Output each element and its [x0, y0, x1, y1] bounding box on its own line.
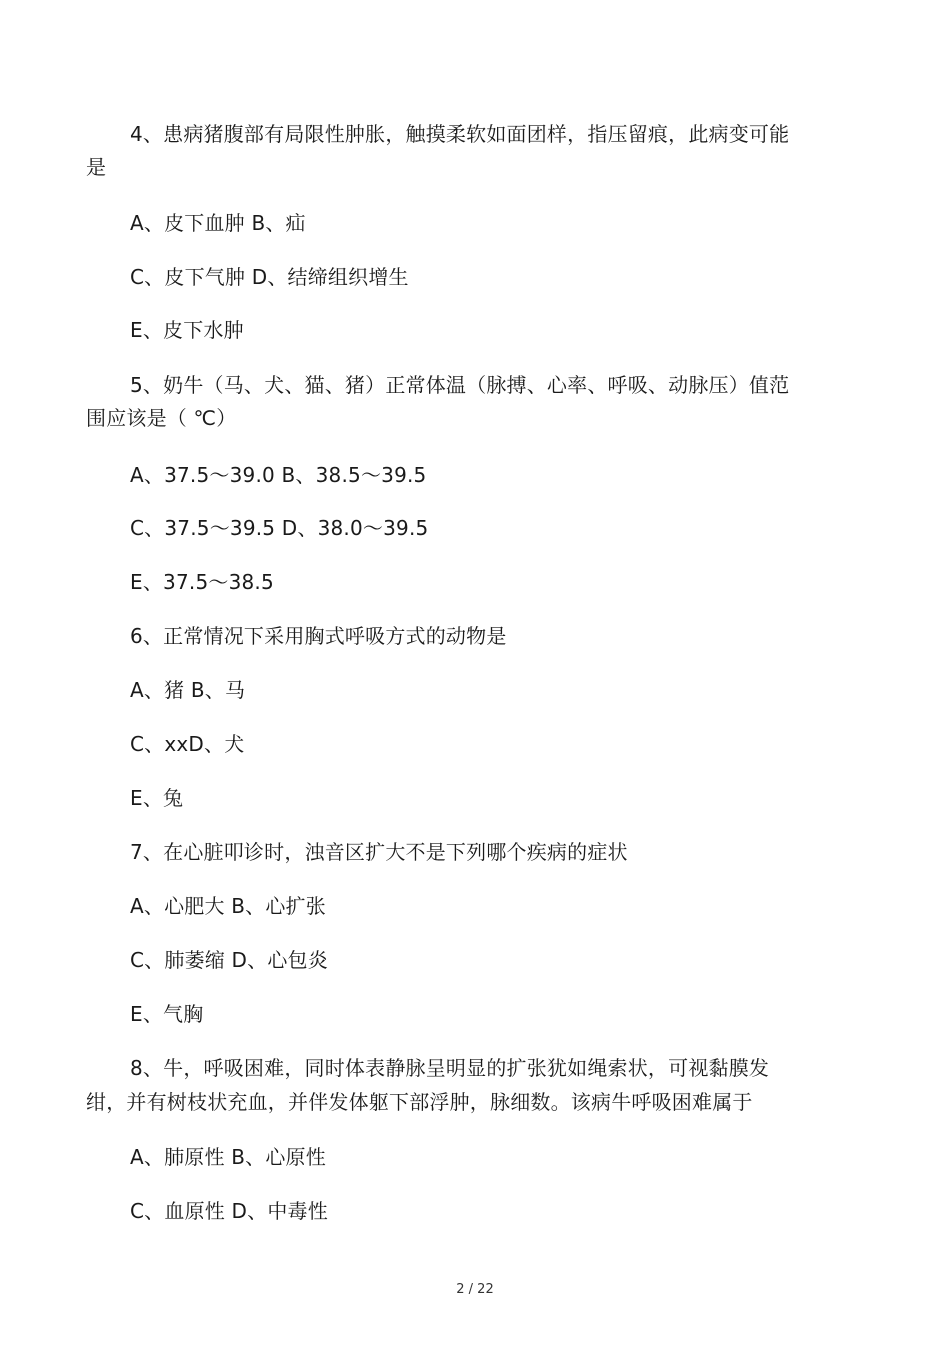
question-8-stem-continued: 绀，并有树枝状充血，并伴发体躯下部浮肿，脉细数。该病牛呼吸困难属于	[86, 1090, 753, 1114]
question-6-option-cd: C、xxD、犬	[130, 732, 245, 756]
question-5-stem: 5、奶牛（马、犬、猫、猪）正常体温（脉搏、心率、呼吸、动脉压）值范	[130, 373, 790, 397]
question-8-option-ab: A、肺原性 B、心原性	[130, 1145, 326, 1169]
question-4-option-cd: C、皮下气肿 D、结缔组织增生	[130, 265, 409, 289]
question-7-option-e: E、气胸	[130, 1002, 204, 1026]
question-7-option-cd: C、肺萎缩 D、心包炎	[130, 948, 328, 972]
question-4-option-e: E、皮下水肿	[130, 318, 244, 342]
question-7-option-ab: A、心肥大 B、心扩张	[130, 894, 326, 918]
question-7-stem: 7、在心脏叩诊时，浊音区扩大不是下列哪个疾病的症状	[130, 840, 628, 864]
question-6-option-e: E、兔	[130, 786, 184, 810]
page-number: 2 / 22	[456, 1282, 494, 1297]
question-4-stem: 4、患病猪腹部有局限性肿胀，触摸柔软如面团样，指压留痕，此病变可能	[130, 122, 790, 146]
question-4-option-ab: A、皮下血肿 B、疝	[130, 211, 306, 235]
question-5-option-ab: A、37.5～39.0 B、38.5～39.5	[130, 463, 427, 487]
question-6-stem: 6、正常情况下采用胸式呼吸方式的动物是	[130, 624, 507, 648]
question-5-stem-continued: 围应该是（ ℃）	[86, 406, 237, 430]
question-5-option-cd: C、37.5～39.5 D、38.0～39.5	[130, 516, 429, 540]
question-5-option-e: E、37.5～38.5	[130, 570, 274, 594]
question-8-stem: 8、牛，呼吸困难，同时体表静脉呈明显的扩张犹如绳索状，可视黏膜发	[130, 1056, 770, 1080]
question-6-option-ab: A、猪 B、马	[130, 678, 246, 702]
question-8-option-cd: C、血原性 D、中毒性	[130, 1199, 328, 1223]
question-4-stem-continued: 是	[86, 155, 107, 179]
